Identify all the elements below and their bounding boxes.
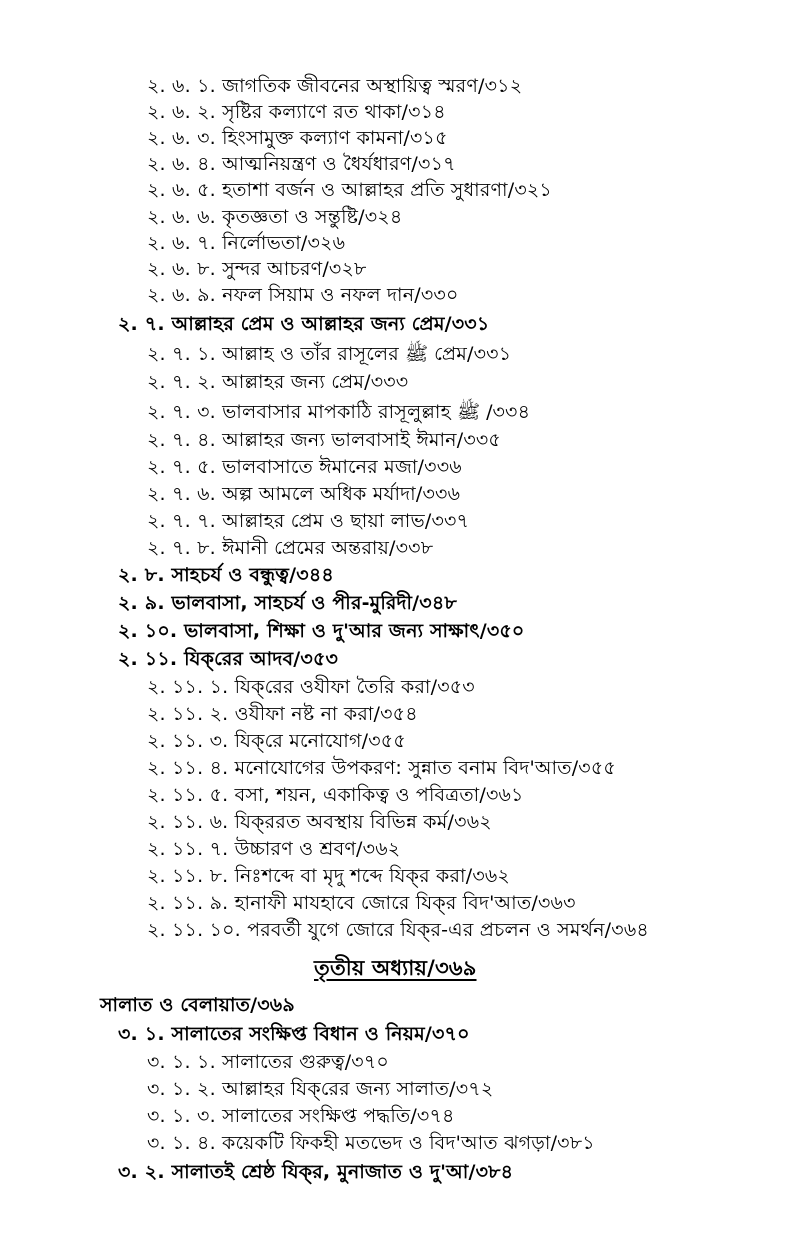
toc-item-2-7-5: ২. ৭. ৫. ভালবাসাতে ঈমানের মজা/৩৩৬ (147, 456, 462, 478)
toc-item-2-11-2: ২. ১১. ২. ওযীফা নষ্ট না করা/৩৫৪ (147, 703, 418, 725)
toc-item-2-11-8: ২. ১১. ৮. নিঃশব্দে বা মৃদু শব্দে যিক্‌র করা/৩৬২ (147, 865, 510, 887)
toc-item-2-11-3: ২. ১১. ৩. যিক্‌রে মনোযোগ/৩৫৫ (147, 730, 406, 752)
toc-section-2-11: ২. ১১. যিক্‌রের আদব/৩৫৩ (118, 648, 339, 670)
toc-item-2-7-6: ২. ৭. ৬. অল্প আমলে অধিক মর্যাদা/৩৩৬ (147, 483, 461, 505)
toc-item-2-11-4: ২. ১১. ৪. মনোযোগের উপকরণ: সুন্নাত বনাম বিদ'আত/৩৫৫ (147, 757, 616, 779)
toc-item-2-6-9: ২. ৬. ৯. নফল সিয়াম ও নফল দান/৩৩০ (147, 284, 459, 306)
toc-section-3-2: ৩. ২. সালাতই শ্রেষ্ঠ যিক্‌র, মুনাজাত ও দু'আ/৩৮৪ (118, 1161, 514, 1183)
toc-item-3-1-4: ৩. ১. ৪. কয়েকটি ফিকহী মতভেদ ও বিদ'আত ঝগড়া/৩৮১ (147, 1132, 595, 1154)
toc-item-2-6-1: ২. ৬. ১. জাগতিক জীবনের অস্থায়িত্ব স্মরণ/৩১২ (147, 75, 523, 97)
chapter-3-heading: তৃতীয় অধ্যায়/৩৬৯ (314, 956, 477, 980)
toc-item-3-1-2: ৩. ১. ২. আল্লাহর যিক্‌রের জন্য সালাত/৩৭২ (147, 1078, 494, 1100)
toc-item-2-7-1: ২. ৭. ১. আল্লাহ ও তাঁর রাসূলের ﷺ প্রেম/৩৩১ (147, 343, 512, 365)
toc-item-2-11-1: ২. ১১. ১. যিক্‌রের ওযীফা তৈরি করা/৩৫৩ (147, 676, 475, 698)
toc-item-3-1-1: ৩. ১. ১. সালাতের গুরুত্ব/৩৭০ (147, 1051, 389, 1073)
toc-item-2-6-3: ২. ৬. ৩. হিংসামুক্ত কল্যাণ কামনা/৩১৫ (147, 127, 448, 149)
toc-item-2-11-5: ২. ১১. ৫. বসা, শয়ন, একাকিত্ব ও পবিত্রতা/৩৬১ (147, 784, 524, 806)
chapter-3-title: সালাত ও বেলায়াত/৩৬৯ (100, 994, 295, 1016)
toc-item-2-6-2: ২. ৬. ২. সৃষ্টির কল্যাণে রত থাকা/৩১৪ (147, 101, 446, 123)
toc-item-2-7-8: ২. ৭. ৮. ঈমানী প্রেমের অন্তরায়/৩৩৮ (147, 537, 434, 559)
toc-item-2-7-7: ২. ৭. ৭. আল্লাহর প্রেম ও ছায়া লাভ/৩৩৭ (147, 510, 470, 532)
toc-item-2-6-5: ২. ৬. ৫. হতাশা বর্জন ও আল্লাহর প্রতি সুধারণা/৩২১ (147, 179, 552, 201)
toc-item-2-6-6: ২. ৬. ৬. কৃতজ্ঞতা ও সন্তুষ্টি/৩২৪ (147, 206, 403, 228)
toc-item-2-6-4: ২. ৬. ৪. আত্মনিয়ন্ত্রণ ও ধৈর্যধারণ/৩১৭ (147, 153, 456, 175)
toc-item-2-11-10: ২. ১১. ১০. পরবর্তী যুগে জোরে যিক্‌র-এর প্রচলন ও সমর্থন/৩৬৪ (147, 919, 649, 941)
toc-section-2-7: ২. ৭. আল্লাহর প্রেম ও আল্লাহর জন্য প্রেম/৩৩১ (118, 313, 490, 335)
toc-item-2-6-8: ২. ৬. ৮. সুন্দর আচরণ/৩২৮ (147, 258, 367, 280)
toc-section-2-8: ২. ৮. সাহচর্য ও বন্ধুত্ব/৩৪৪ (118, 564, 334, 586)
toc-section-2-10: ২. ১০. ভালবাসা, শিক্ষা ও দু'আর জন্য সাক্ষাৎ/৩৫০ (118, 620, 525, 642)
toc-item-2-11-6: ২. ১১. ৬. যিক্‌ররত অবস্থায় বিভিন্ন কর্ম/৩৬২ (147, 811, 492, 833)
toc-item-2-11-7: ২. ১১. ৭. উচ্চারণ ও শ্রবণ/৩৬২ (147, 838, 401, 860)
toc-item-3-1-3: ৩. ১. ৩. সালাতের সংক্ষিপ্ত পদ্ধতি/৩৭৪ (147, 1105, 455, 1127)
toc-item-2-7-2: ২. ৭. ২. আল্লাহর জন্য প্রেম/৩৩৩ (147, 371, 409, 393)
toc-item-2-7-4: ২. ৭. ৪. আল্লাহর জন্য ভালবাসাই ঈমান/৩৩৫ (147, 429, 501, 451)
toc-item-2-11-9: ২. ১১. ৯. হানাফী মাযহাবে জোরে যিক্‌র বিদ'আত/৩৬৩ (147, 892, 576, 914)
toc-section-3-1: ৩. ১. সালাতের সংক্ষিপ্ত বিধান ও নিয়ম/৩৭০ (118, 1023, 470, 1045)
toc-section-2-9: ২. ৯. ভালবাসা, সাহচর্য ও পীর-মুরিদী/৩৪৮ (118, 592, 457, 614)
toc-item-2-7-3: ২. ৭. ৩. ভালবাসার মাপকাঠি রাসূলুল্লাহ ﷺ /৩৩৪ (147, 401, 531, 423)
toc-item-2-6-7: ২. ৬. ৭. নির্লোভতা/৩২৬ (147, 232, 346, 254)
